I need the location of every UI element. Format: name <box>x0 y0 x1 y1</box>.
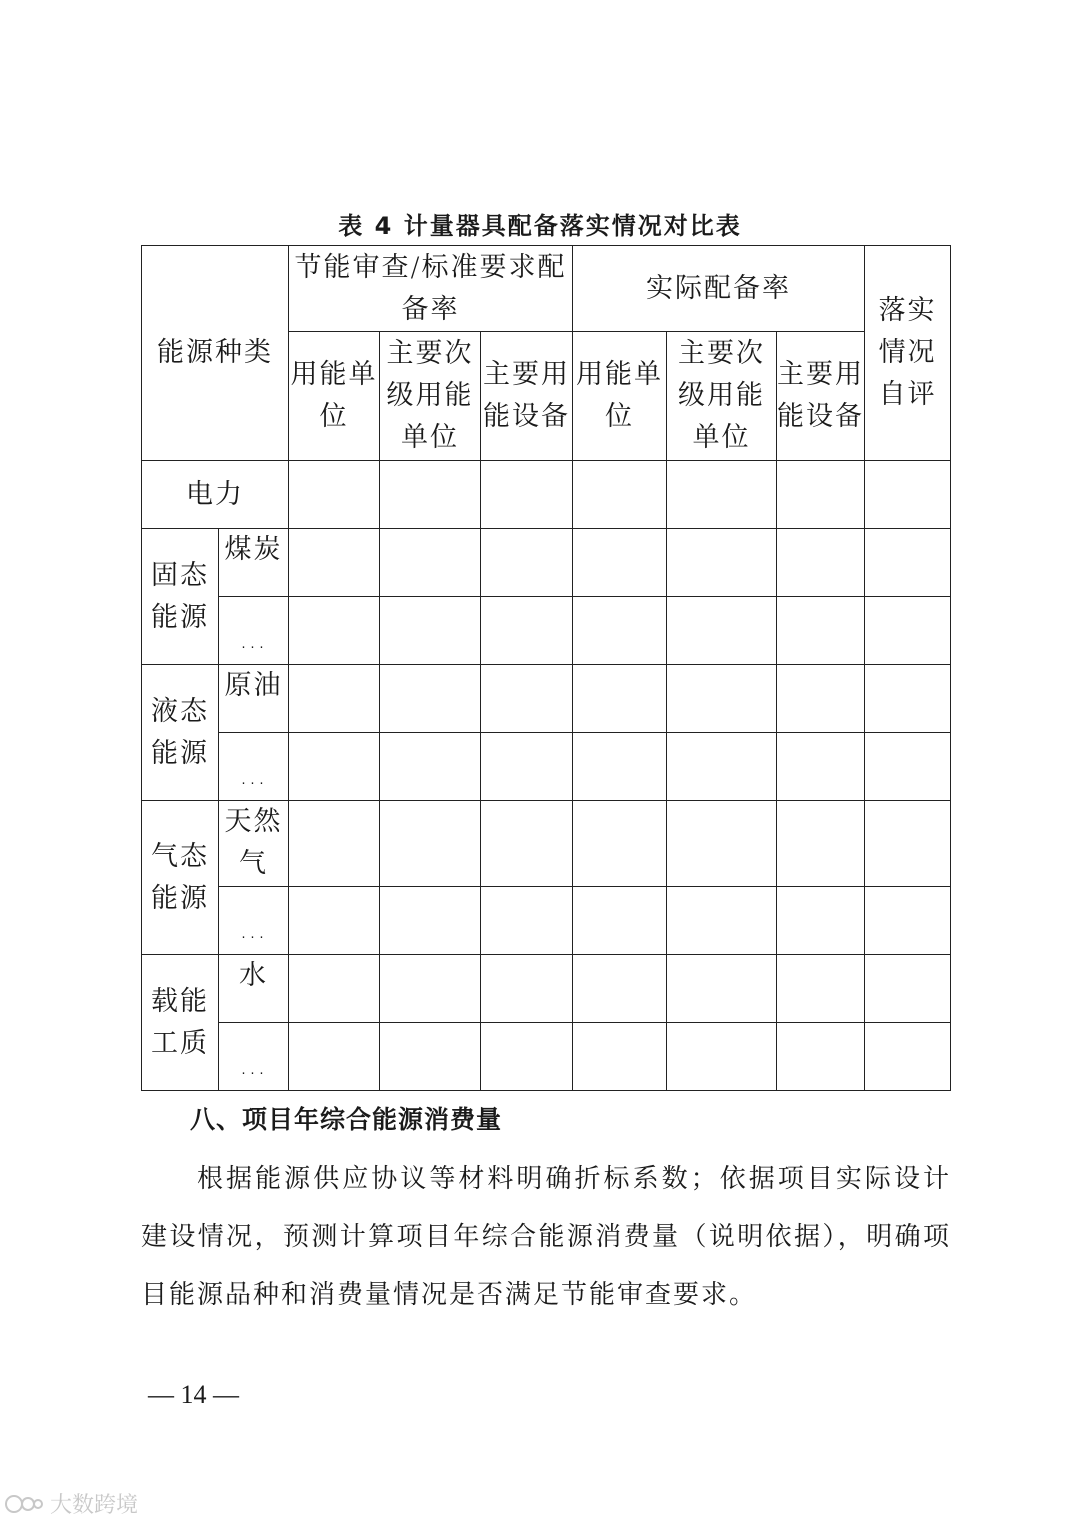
group-label-liquid: 液态能源 <box>142 665 219 801</box>
row-label-coal: 煤炭 <box>219 529 289 597</box>
header-actual-rate: 实际配备率 <box>573 246 865 332</box>
row-label-ellipsis: … <box>219 733 289 801</box>
subheader-secondary-unit: 主要次级用能单位 <box>667 332 777 461</box>
header-self-evaluation: 落实情况自评 <box>865 246 951 461</box>
table-row <box>142 529 951 597</box>
watermark-text: 大数跨境 <box>50 1493 139 1518</box>
subheader-secondary-unit: 主要次级用能单位 <box>380 332 481 461</box>
table-row <box>142 955 951 1023</box>
metering-comparison-table <box>141 245 951 1091</box>
header-energy-type: 能源种类 <box>142 246 289 461</box>
watermark <box>4 1488 138 1519</box>
watermark-logo-icon <box>4 1493 44 1515</box>
section-heading: 八、项目年综合能源消费量 <box>190 1105 503 1134</box>
group-label-solid: 固态能源 <box>142 529 219 665</box>
row-label-ellipsis: … <box>219 1023 289 1091</box>
group-label-carrier: 载能工质 <box>142 955 219 1091</box>
subheader-main-equipment: 主要用能设备 <box>777 332 865 461</box>
header-review-rate: 节能审查/标准要求配备率 <box>289 246 573 332</box>
section-paragraph: 根据能源供应协议等材料明确折标系数；依据项目实际设计建设情况，预测计算项目年综合能源消费量（说明依据），明确项目能源品种和消费量情况是否满足节能审查要求。 <box>141 1164 951 1310</box>
row-label-water: 水 <box>219 955 289 1023</box>
subheader-energy-unit: 用能单位 <box>573 332 667 461</box>
subheader-main-equipment: 主要用能设备 <box>481 332 573 461</box>
table-title: 表 4 计量器具配备落实情况对比表 <box>338 212 742 240</box>
subheader-energy-unit: 用能单位 <box>289 332 380 461</box>
table-row <box>142 887 951 955</box>
row-label-crude-oil: 原油 <box>219 665 289 733</box>
page-number: — 14 — <box>148 1380 239 1409</box>
row-label-ellipsis: … <box>219 887 289 955</box>
table-row <box>142 1023 951 1091</box>
table-row <box>142 801 951 887</box>
table-row <box>142 665 951 733</box>
table-row <box>142 733 951 801</box>
row-label-ellipsis: … <box>219 597 289 665</box>
group-label-gas: 气态能源 <box>142 801 219 955</box>
row-label-electricity: 电力 <box>142 461 289 529</box>
table-row <box>142 461 951 529</box>
row-label-natural-gas: 天然气 <box>219 801 289 887</box>
table-row <box>142 597 951 665</box>
